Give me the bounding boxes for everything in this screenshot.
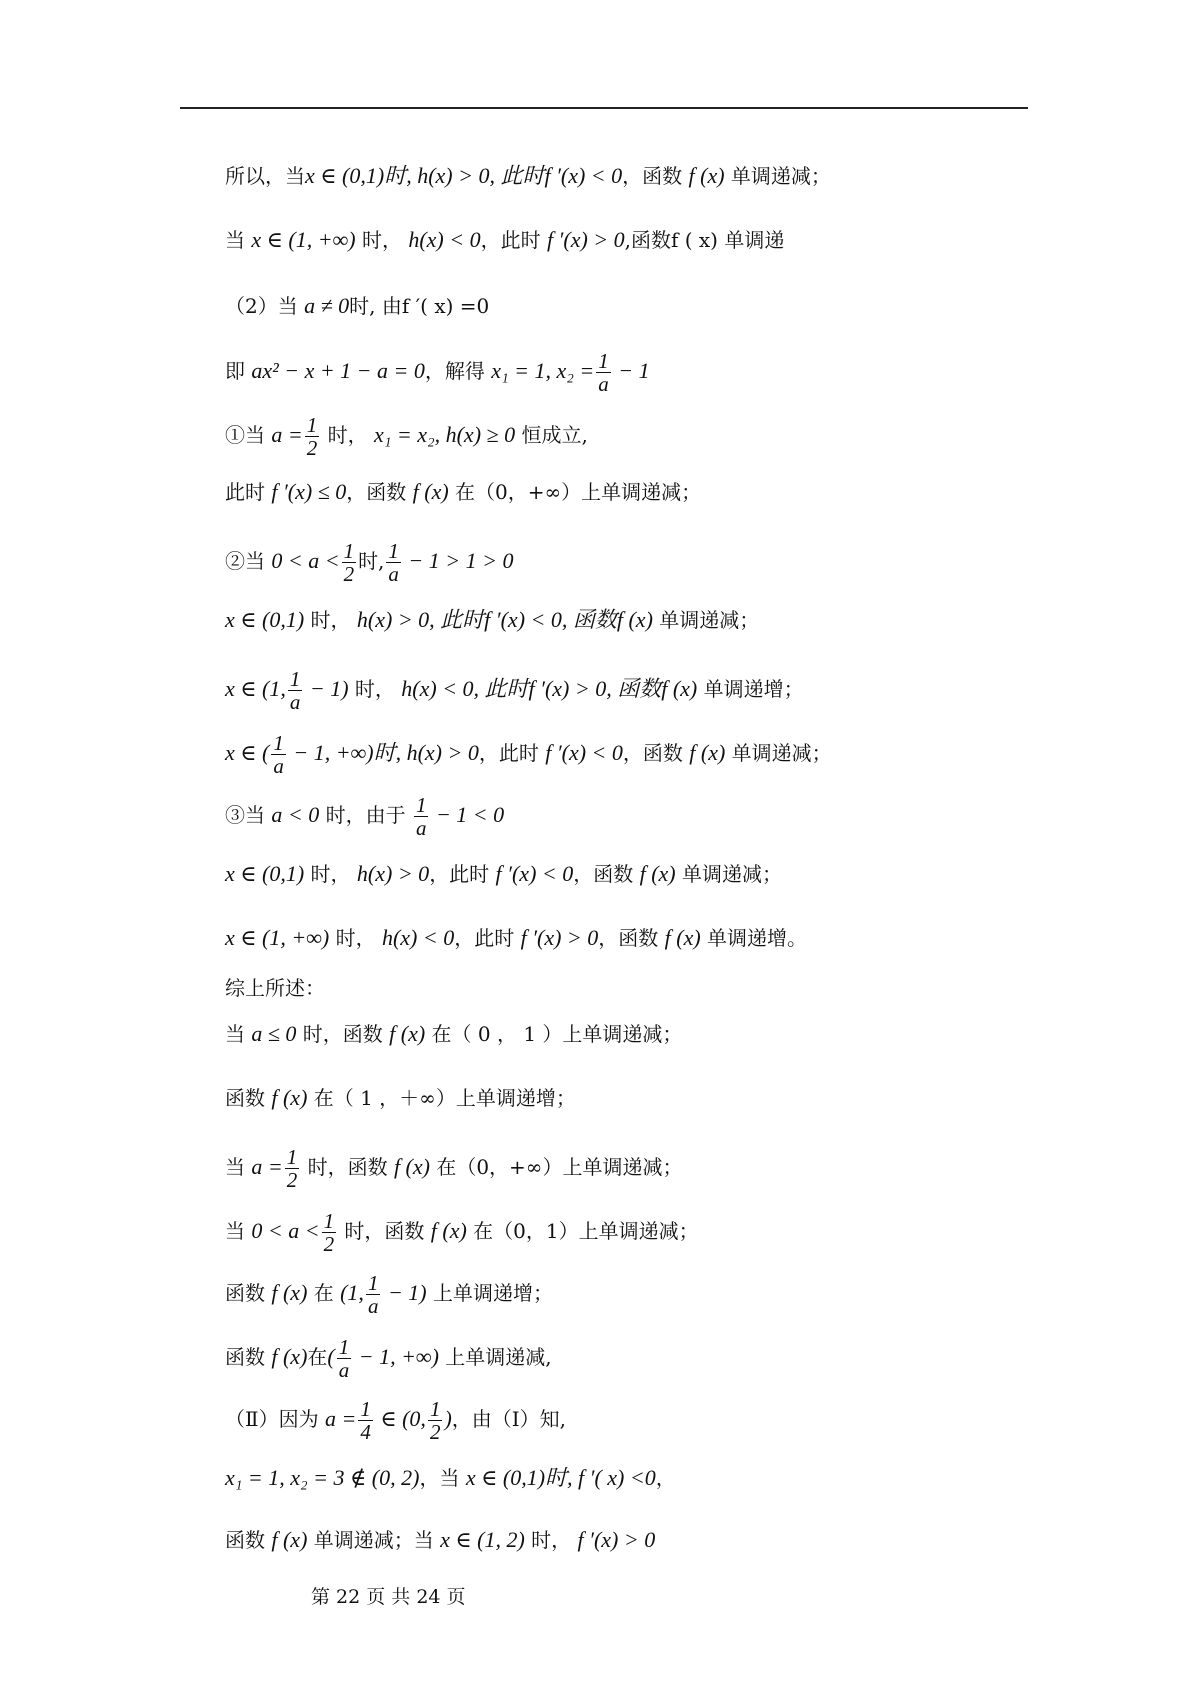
text: 时, xyxy=(358,549,385,573)
numerator: 1 xyxy=(367,1271,379,1295)
formula: f (x) xyxy=(271,1085,308,1110)
denominator: a xyxy=(338,1358,350,1382)
formula: x ∈ (0,1)时, h(x) > 0, 此时f ′(x) < 0 xyxy=(305,163,623,188)
text: 当 xyxy=(225,228,252,252)
fraction xyxy=(288,668,303,713)
formula: x ∈ (1, +∞) xyxy=(225,925,330,950)
formula: x₁ = 1, x₂ = 3 ∉ (0, 2) xyxy=(225,1465,420,1490)
text: 时， xyxy=(329,926,382,950)
formula: a ≠ 0 xyxy=(304,293,350,318)
denominator: a xyxy=(415,816,427,840)
text: ，函数 xyxy=(622,741,690,765)
line-2 xyxy=(225,226,1025,254)
text: ，此时 xyxy=(454,926,521,950)
line-9 xyxy=(225,668,1025,713)
text: ③当 xyxy=(225,803,272,827)
text: ，函数 xyxy=(346,480,413,504)
formula: − 1 > 1 > 0 xyxy=(402,548,514,573)
formula: f (x) xyxy=(664,925,701,950)
formula: a ≤ 0 xyxy=(251,1021,297,1046)
formula: ( xyxy=(327,1344,335,1369)
formula: ∈ (0, xyxy=(374,1406,426,1431)
text: ， xyxy=(655,1466,676,1490)
fraction xyxy=(285,1146,300,1191)
line-22 xyxy=(225,1464,1025,1492)
text: 在（0，+∞）上单调递减； xyxy=(448,480,702,504)
page-number-footer: 第 22 页 共 24 页 xyxy=(311,1586,466,1608)
fraction xyxy=(386,540,401,585)
text: 时， xyxy=(321,423,374,447)
formula: x ∈ (1, xyxy=(225,676,286,701)
text: 时， xyxy=(348,677,402,701)
formula: f ′(x) ≤ 0 xyxy=(271,479,347,504)
text: 上单调递减, xyxy=(438,1345,552,1369)
text: 单调递增。 xyxy=(700,926,808,950)
text: 单调递减； xyxy=(724,164,831,188)
text: 综上所述： xyxy=(225,976,325,1000)
fraction xyxy=(322,1210,337,1255)
text: 时， xyxy=(355,228,409,252)
text: 在 xyxy=(307,1345,328,1369)
line-12 xyxy=(225,860,1025,888)
line-10 xyxy=(225,732,1025,777)
denominator: a xyxy=(367,1294,379,1318)
line-5 xyxy=(225,414,1025,459)
text: 时，函数 xyxy=(296,1022,390,1046)
formula: f (x) xyxy=(412,479,449,504)
formula: f (x) xyxy=(688,163,725,188)
text: 时， xyxy=(524,1528,578,1552)
text: 恒成立, xyxy=(515,423,588,447)
numerator: 1 xyxy=(289,667,301,691)
fraction xyxy=(428,1398,443,1443)
numerator: 1 xyxy=(343,539,355,563)
text: ，此时 xyxy=(478,741,546,765)
denominator: a xyxy=(598,372,609,396)
fraction xyxy=(305,414,320,459)
formula: − 1 xyxy=(612,358,650,383)
text: 当 xyxy=(225,1219,252,1243)
fraction xyxy=(342,540,357,585)
line-16 xyxy=(225,1084,1025,1112)
formula: x ∈ (1, 2) xyxy=(440,1527,525,1552)
formula: x ∈ (1, +∞) xyxy=(251,227,356,252)
text: 时，由于 xyxy=(319,803,412,827)
text: 时，函数 xyxy=(301,1155,394,1179)
text: 单调递减； xyxy=(725,741,832,765)
formula: − 1, +∞) xyxy=(353,1344,439,1369)
text: 即 xyxy=(225,359,252,383)
line-3 xyxy=(225,292,1025,320)
formula: f (x) xyxy=(430,1218,467,1243)
line-1 xyxy=(225,162,1025,190)
text: ，由（Ⅰ）知, xyxy=(451,1407,567,1431)
formula: f (x) xyxy=(271,1527,308,1552)
numerator: 1 xyxy=(286,1145,298,1169)
denominator: 2 xyxy=(306,436,318,460)
formula: f ′(x) < 0 xyxy=(495,861,574,886)
line-17 xyxy=(225,1146,1025,1191)
formula: h(x) < 0 xyxy=(381,925,455,950)
denominator: 4 xyxy=(360,1420,371,1444)
line-11 xyxy=(225,794,1025,839)
formula: (1, xyxy=(340,1280,364,1305)
denominator: a xyxy=(289,690,301,714)
numerator: 1 xyxy=(338,1335,350,1359)
formula: − 1) xyxy=(382,1280,427,1305)
denominator: 2 xyxy=(429,1420,441,1444)
line-4 xyxy=(225,350,1025,395)
line-8 xyxy=(225,606,1025,634)
line-13 xyxy=(225,924,1025,952)
text: 函数 xyxy=(225,1345,272,1369)
fraction xyxy=(358,1398,373,1443)
formula: − 1 < 0 xyxy=(430,802,505,827)
formula: ) xyxy=(444,1406,452,1431)
text: ，解得 xyxy=(424,359,492,383)
line-18 xyxy=(225,1210,1025,1255)
text: 时， xyxy=(304,608,357,632)
text: 时, 由f ′( x) =0 xyxy=(349,294,490,318)
formula: x ∈ ( xyxy=(225,740,270,765)
line-20 xyxy=(225,1336,1025,1381)
line-19 xyxy=(225,1272,1025,1317)
formula: a = xyxy=(271,422,303,447)
numerator: 1 xyxy=(388,539,399,563)
text: 在（0，+∞）上单调递减； xyxy=(429,1155,683,1179)
text: 当 xyxy=(225,1022,252,1046)
text: 所以，当 xyxy=(225,164,305,188)
text: 函数 xyxy=(225,1528,272,1552)
text: 单调递减； xyxy=(675,862,782,886)
formula: x ∈ (0,1) xyxy=(225,861,305,886)
text: 单调递减；当 xyxy=(307,1528,441,1552)
formula: f (x) xyxy=(689,740,726,765)
text: 在 xyxy=(307,1281,341,1305)
text: ,函数f ( x) 单调递 xyxy=(624,228,785,252)
line-15 xyxy=(225,1020,1025,1048)
formula: x₁ = x₂, h(x) ≥ 0 xyxy=(373,422,516,447)
denominator: 2 xyxy=(343,562,355,586)
header-rule xyxy=(180,107,1028,109)
formula: f ′(x) > 0 xyxy=(546,227,625,252)
formula: h(x) > 0 xyxy=(356,861,430,886)
text: 在（0，1）上单调递减； xyxy=(466,1219,699,1243)
text: 单调递减； xyxy=(652,608,760,632)
numerator: 1 xyxy=(429,1397,441,1421)
formula: a = xyxy=(324,1406,357,1431)
formula: ax² − x + 1 − a = 0 xyxy=(251,358,425,383)
text: （Ⅱ）因为 xyxy=(225,1407,325,1431)
text: 此时 xyxy=(225,480,272,504)
denominator: a xyxy=(273,754,284,778)
text: ②当 xyxy=(225,549,272,573)
line-21 xyxy=(225,1398,1025,1443)
text: ，此时 xyxy=(480,228,547,252)
line-6 xyxy=(225,478,1025,506)
text: 在（ 1 ，＋∞）上单调递增； xyxy=(307,1086,576,1110)
text: ，函数 xyxy=(622,164,689,188)
line-14 xyxy=(225,974,1025,1002)
formula: a < 0 xyxy=(271,802,320,827)
fraction xyxy=(414,794,429,839)
text: 在（ 0 ， 1 ）上单调递减； xyxy=(425,1022,683,1046)
text: 函数 xyxy=(225,1086,272,1110)
formula: − 1) xyxy=(304,676,349,701)
formula: f ′(x) > 0 xyxy=(577,1527,656,1552)
formula: f (x) xyxy=(389,1021,426,1046)
text: ，当 xyxy=(419,1466,466,1490)
fraction xyxy=(337,1336,352,1381)
formula: x₁ = 1, x₂ = xyxy=(491,358,595,383)
formula: f (x) xyxy=(393,1154,430,1179)
text: 单调递增； xyxy=(697,677,804,701)
fraction xyxy=(271,732,286,777)
formula: 0 < a < xyxy=(271,548,340,573)
formula: f ′(x) < 0 xyxy=(545,740,623,765)
formula: − 1, +∞)时, h(x) > 0 xyxy=(287,740,479,765)
text: （2）当 xyxy=(225,294,305,318)
formula: h(x) < 0, 此时f ′(x) > 0, 函数f (x) xyxy=(401,676,698,701)
line-23 xyxy=(225,1526,1025,1554)
formula: h(x) < 0 xyxy=(408,227,481,252)
numerator: 1 xyxy=(306,413,318,437)
denominator: 2 xyxy=(286,1168,298,1192)
formula: f (x) xyxy=(639,861,676,886)
numerator: 1 xyxy=(273,731,284,755)
formula: 0 < a < xyxy=(251,1218,320,1243)
numerator: 1 xyxy=(360,1397,371,1421)
text: ①当 xyxy=(225,423,272,447)
text: ，此时 xyxy=(429,862,496,886)
formula: f (x) xyxy=(271,1280,308,1305)
denominator: a xyxy=(388,562,399,586)
text: 当 xyxy=(225,1155,252,1179)
numerator: 1 xyxy=(415,793,427,817)
numerator: 1 xyxy=(598,349,609,373)
formula: f (x) xyxy=(271,1344,308,1369)
text: ，函数 xyxy=(598,926,665,950)
denominator: 2 xyxy=(323,1232,335,1256)
numerator: 1 xyxy=(323,1209,335,1233)
text: 上单调递增； xyxy=(426,1281,553,1305)
fraction xyxy=(366,1272,381,1317)
formula: f ′(x) > 0 xyxy=(520,925,599,950)
formula: x ∈ (0,1)时, f ′( x) <0 xyxy=(465,1465,656,1490)
text: 时， xyxy=(304,862,357,886)
fraction xyxy=(596,350,611,395)
text: 函数 xyxy=(225,1281,272,1305)
line-7 xyxy=(225,540,1025,585)
formula: a = xyxy=(251,1154,283,1179)
formula: h(x) > 0, 此时f ′(x) < 0, 函数f (x) xyxy=(356,607,653,632)
text: 时，函数 xyxy=(338,1219,431,1243)
text: ，函数 xyxy=(573,862,640,886)
formula: x ∈ (0,1) xyxy=(225,607,305,632)
